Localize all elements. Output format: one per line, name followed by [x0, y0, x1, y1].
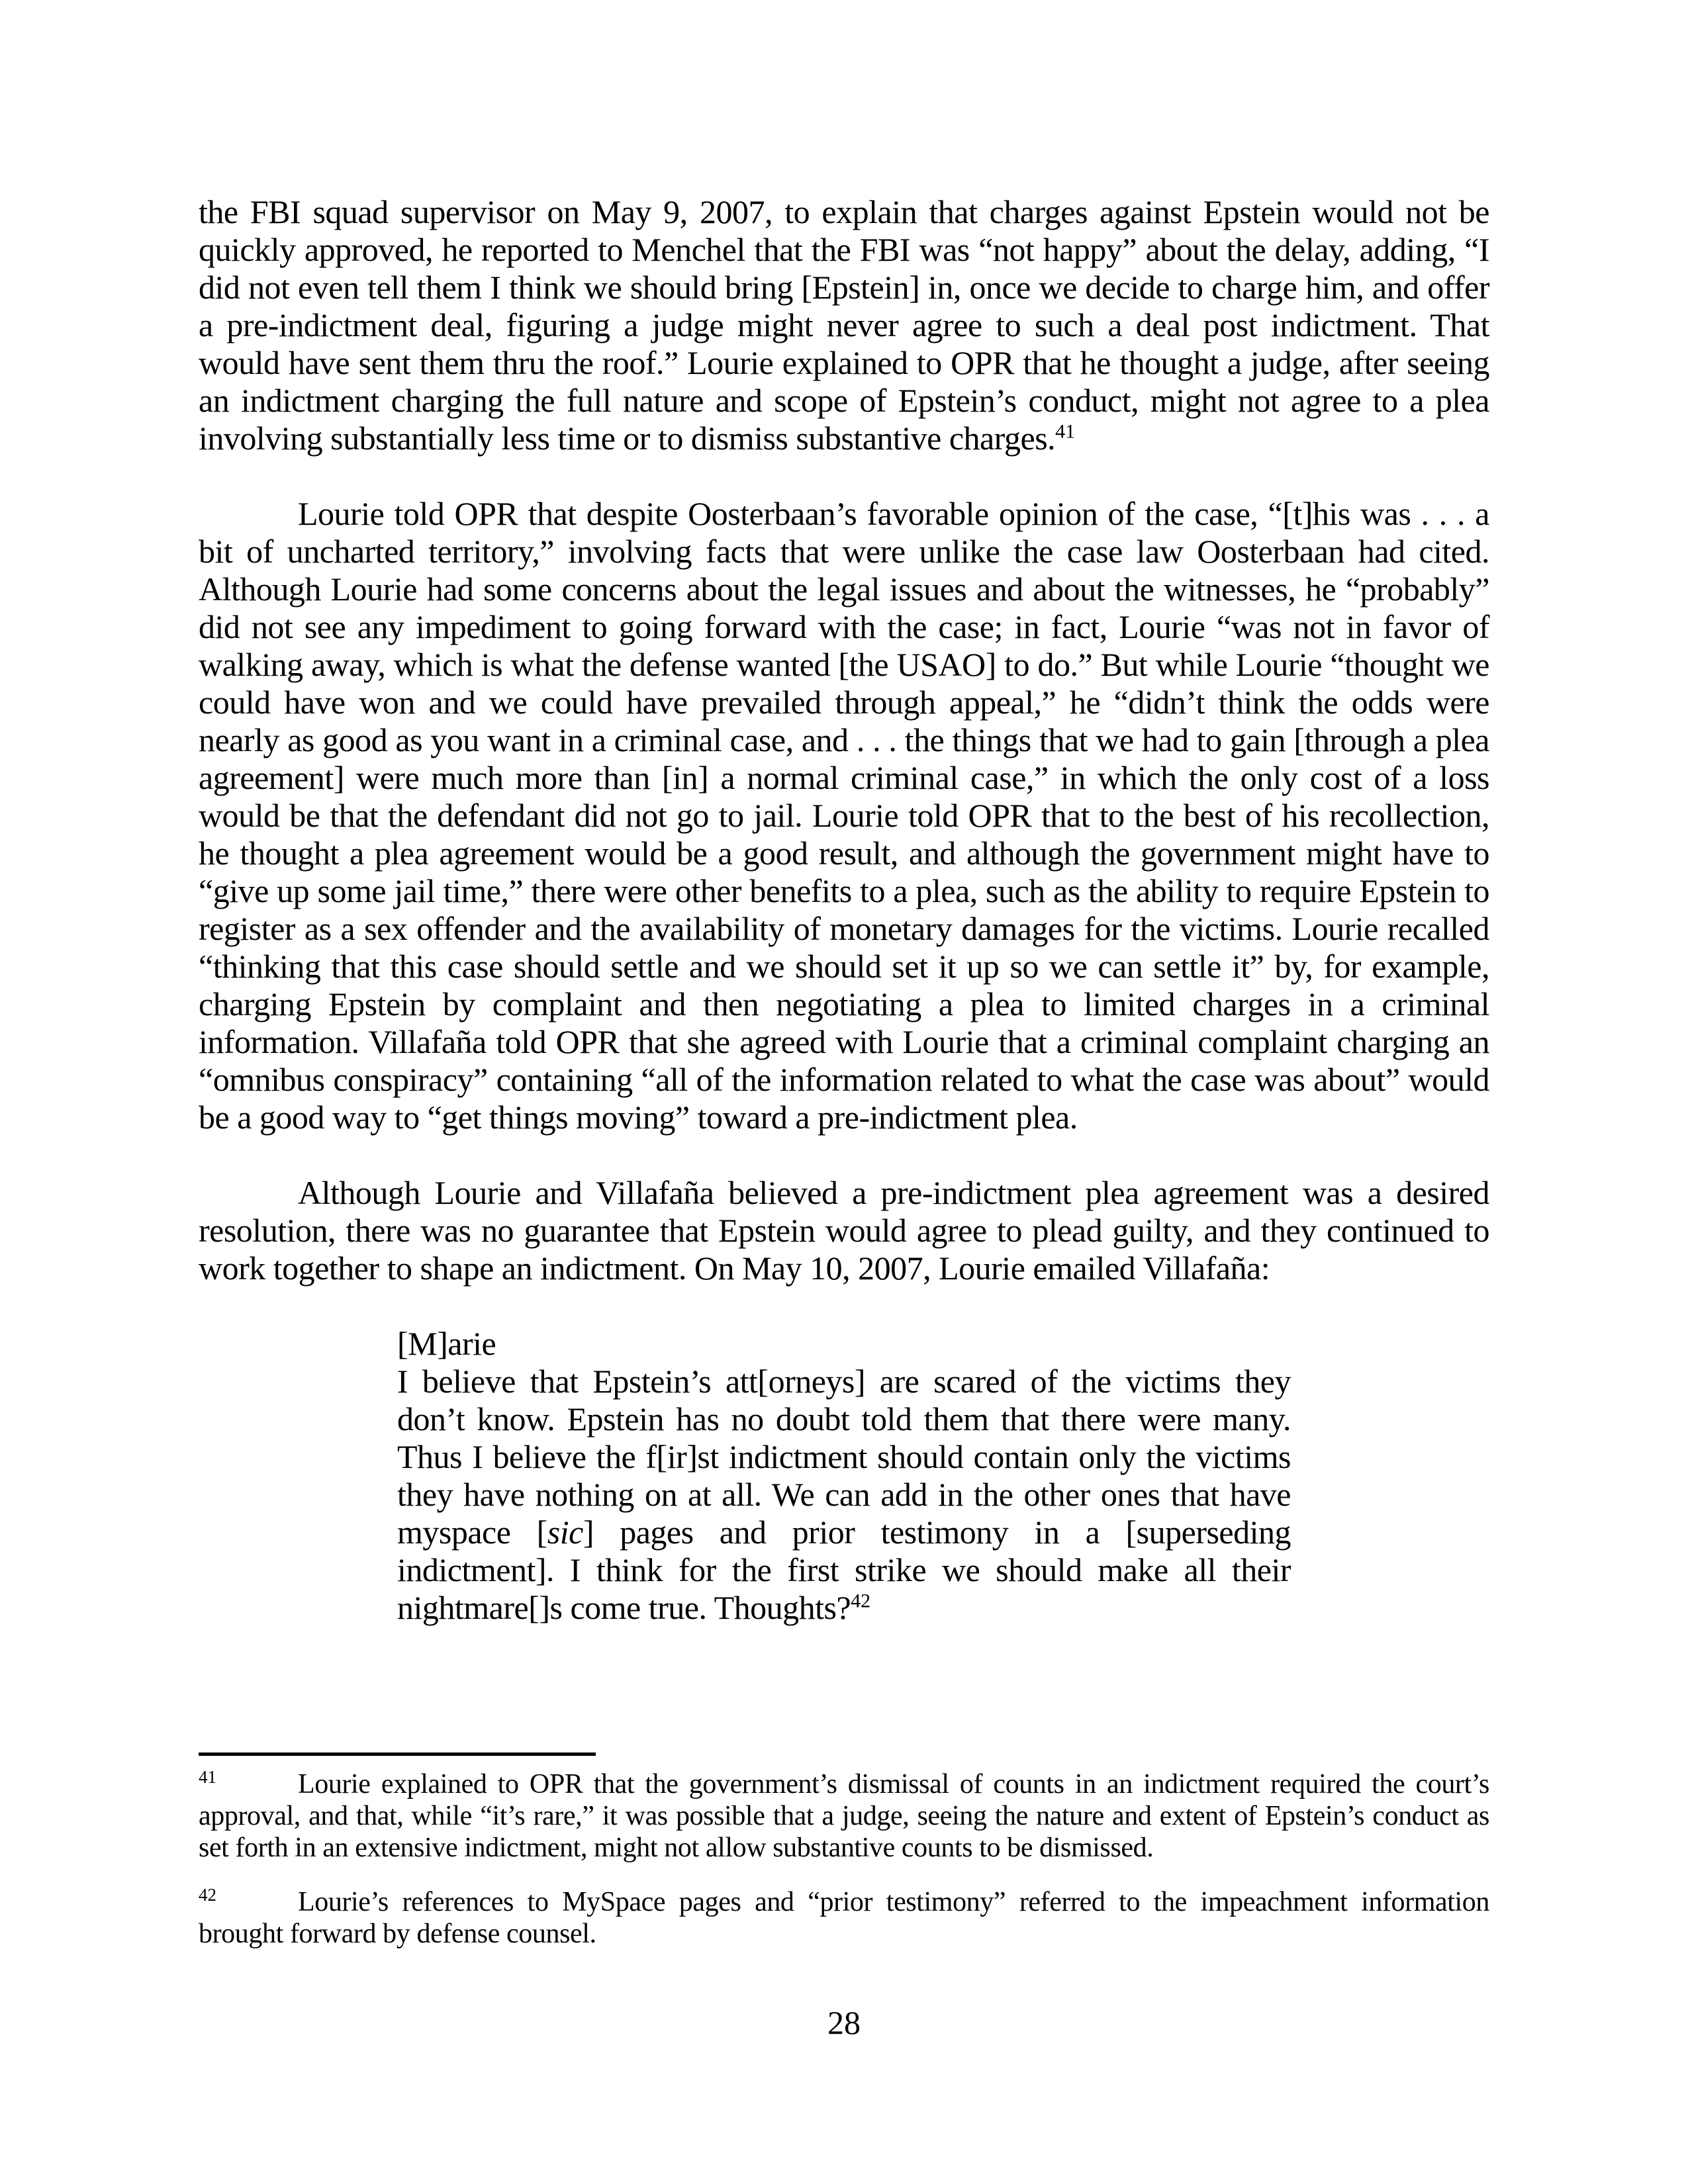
quote-body: [397, 1363, 1291, 1627]
quote-text-part-1: I believe that Epstein’s att[orneys] are scared of the victims they don’t know. Epstein has no doubt told them that there were many. Thus I believe the f[ir]st indictment should contain only the victims they have nothing on at all. We can add in the other ones that have myspace [: [397, 1363, 1291, 1551]
quote-sic-italic: sic: [547, 1514, 583, 1551]
footnote-ref-41: 41: [1055, 420, 1076, 443]
footnote-separator-line: [199, 1752, 596, 1756]
footnote-41: [199, 1768, 1489, 1864]
page-body-text: [199, 193, 1489, 1627]
footnote-41-number: 41: [199, 1767, 216, 1787]
page-number: 28: [827, 2004, 861, 2041]
paragraph-3-text: Although Lourie and Villafaña believed a pre-indictment plea agreement was a desired resolution, there was no guarantee that Epstein would agree to plead guilty, and they continued to work together to shape an indictment. On May 10, 2007, Lourie emailed Villafaña:: [199, 1174, 1489, 1287]
quote-salutation: [M]arie: [397, 1325, 496, 1362]
paragraph-2-text: Lourie told OPR that despite Oosterbaan’s favorable opinion of the case, “[t]his was . . . a bit of uncharted territory,” involving facts that were unlike the case law Oosterbaan had cited. Although Lourie had some concerns about the legal issues and about the witnesses, he “probably” did not see any impediment to going forward with the case; in fact, Lourie “was not in favor of walking away, which is what the defense wanted [the USAO] to do.” But while Lourie “thought we could have won and we could have prevailed through appeal,” he “didn’t think the odds were nearly as good as you want in a criminal case, and . . . the things that we had to gain [through a plea agreement] were much more than [in] a normal criminal case,” in which the only cost of a loss would be that the defendant did not go to jail. Lourie told OPR that to the best of his recollection, he thought a plea agreement would be a good result, and although the government might have to “give up some jail time,” there were other benefits to a plea, such as the ability to require Epstein to register as a sex offender and the availability of monetary damages for the victims. Lourie recalled “thinking that this case should settle and we should set it up so we can settle it” by, for example, charging Epstein by complaint and then negotiating a plea to limited charges in a criminal information. Villafaña told OPR that she agreed with Lourie that a criminal complaint charging an “omnibus conspiracy” containing “all of the information related to what the case was about” would be a good way to “get things moving” toward a pre-indictment plea.: [199, 495, 1489, 1136]
footnote-42: [199, 1886, 1489, 1950]
paragraph-2: [199, 495, 1489, 1136]
footnote-41-text: Lourie explained to OPR that the government’s dismissal of counts in an indictment required the court’s approval, and that, while “it’s rare,” it was possible that a judge, seeing the nature and extent of Epstein’s conduct as set forth in an extensive indictment, might not allow substantive counts to be dismissed.: [199, 1769, 1489, 1863]
block-quote-email: [397, 1325, 1291, 1627]
paragraph-1-text: the FBI squad supervisor on May 9, 2007, to explain that charges against Epstein would not be quickly approved, he reported to Menchel that the FBI was “not happy” about the delay, adding, “I did not even tell them I think we should bring [Epstein] in, once we decide to charge him, and offer a pre-indictment deal, figuring a judge might never agree to such a deal post indictment. That would have sent them thru the roof.” Lourie explained to OPR that he thought a judge, after seeing an indictment charging the full nature and scope of Epstein’s conduct, might not agree to a plea involving substantially less time or to dismiss substantive charges.: [199, 193, 1489, 457]
footnote-ref-42: 42: [851, 1590, 871, 1612]
footnote-42-text: Lourie’s references to MySpace pages and “prior testimony” referred to the impeachment information brought forward by defense counsel.: [199, 1887, 1489, 1949]
footnote-42-marker: [199, 1886, 298, 1918]
quote-text-part-2: ] pages and prior testimony in a [superseding indictment]. I think for the first strike we should make all their nightmare[]s come true. Thoughts?: [397, 1514, 1291, 1626]
footnote-41-marker: [199, 1768, 298, 1800]
paragraph-3: [199, 1174, 1489, 1287]
footnote-42-number: 42: [199, 1885, 216, 1905]
paragraph-1: [199, 193, 1489, 457]
